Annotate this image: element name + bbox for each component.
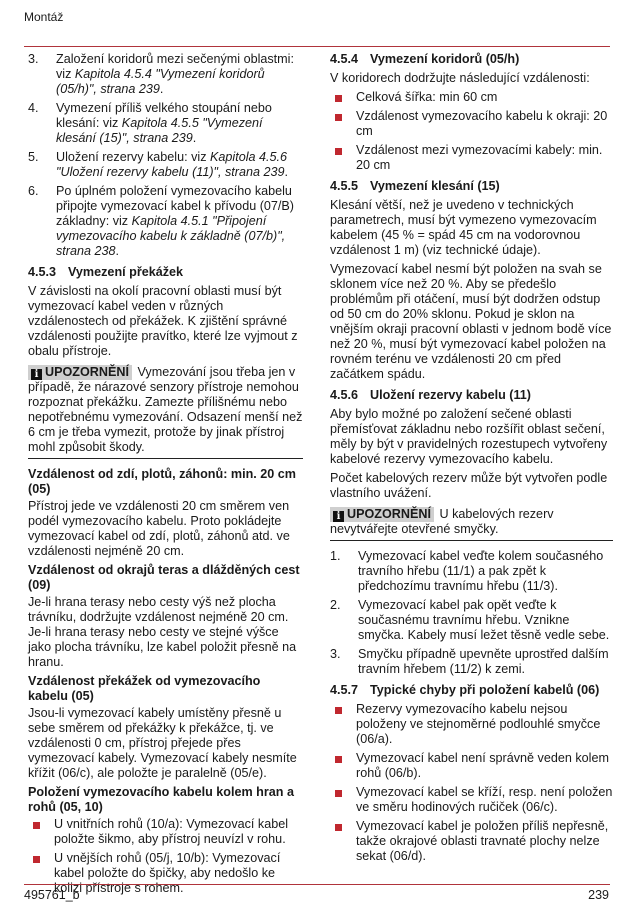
bullet-square-icon bbox=[335, 756, 342, 763]
section-heading-4-5-7: 4.5.7 Typické chyby při položení kabelů (06) bbox=[330, 683, 600, 697]
paragraph: Přístroj jede ve vzdálenosti 20 cm směrem ven podél vymezovacího kabelu. Proto pokládejte vymezovací kabel od zdí, plotů, záhonů atd. ve vzdálenosti nejméně 20 cm. bbox=[28, 499, 290, 558]
step-item: 1. Vymezovací kabel veďte kolem současného travního hřebu (11/1) a pak zpět k předchozímu travnímu hřebu (11/3). bbox=[330, 549, 604, 593]
section-heading-4-5-5: 4.5.5 Vymezení klesání (15) bbox=[330, 179, 500, 193]
paragraph: Je-li hrana terasy nebo cesty výš než plocha trávníku, dodržujte vzdálenost nejméně 20 cm. Je-li hrana terasy nebo cesty ve stejné výšce jako plocha trávníku, lze kabel položit přesně na hranu. bbox=[28, 595, 297, 669]
footer-rule bbox=[24, 884, 610, 885]
paragraph: Jsou-li vymezovací kabely umístěny přesně u sebe směrem od překážky k překážce, tj. ve vzdálenosti 0 cm, přístroj přejede přes vymezovací kabely. Vymezovací kabely nesmíte křížit (06/c), ale položte je paralelně (05/e). bbox=[28, 706, 297, 780]
info-icon: i bbox=[333, 511, 344, 522]
info-icon: i bbox=[31, 369, 42, 380]
bullet-square-icon bbox=[335, 95, 342, 102]
page-number: 239 bbox=[588, 888, 609, 902]
step-item: 4. Vymezení příliš velkého stoupání nebo klesání: viz Kapitola 4.5.5 "Vymezení klesání (15)", strana 239. bbox=[28, 101, 272, 145]
subheading: Vzdálenost překážek od vymezovacího kabelu (05) bbox=[28, 674, 261, 703]
cross-reference-link[interactable]: Kapitola 4.5.1 "Připojení vymezovacího kabelu k základně (07/b)", strana 238 bbox=[56, 214, 286, 258]
section-heading-4-5-6: 4.5.6 Uložení rezervy kabelu (11) bbox=[330, 388, 531, 402]
note-box bbox=[330, 507, 613, 541]
step-item: 2. Vymezovací kabel pak opět veďte k současnému travnímu hřebu. Vznikne smyčka. Kabely musí ležet těsně vedle sebe. bbox=[330, 598, 610, 642]
bullet-square-icon bbox=[335, 707, 342, 714]
running-header: Montáž bbox=[24, 10, 64, 24]
subheading: Položení vymezovacího kabelu kolem hran a rohů (05, 10) bbox=[28, 785, 294, 814]
cross-reference-link[interactable]: Kapitola 4.5.4 "Vymezení koridorů (05/h)", strana 239 bbox=[56, 67, 265, 96]
section-heading-4-5-4: 4.5.4 Vymezení koridorů (05/h) bbox=[330, 52, 520, 66]
bullet-square-icon bbox=[335, 824, 342, 831]
cross-reference-link[interactable]: Kapitola 4.5.6 "Uložení rezervy kabelu (11)", strana 239 bbox=[56, 150, 288, 179]
step-item: 6. Po úplném položení vymezovacího kabelu připojte vymezovací kabel k přívodu (07/B) základny: viz Kapitola 4.5.1 "Připojení vymezovacího kabelu k základně (07/b)", strana 238. bbox=[28, 184, 294, 258]
bullet-item: Vzdálenost vymezovacího kabelu k okraji: 20 cm bbox=[330, 109, 613, 139]
paragraph: Počet kabelových rezerv může být vytvořen podle vlastního uvážení. bbox=[330, 471, 608, 500]
note-box bbox=[28, 365, 303, 459]
subheading: Vzdálenost od zdí, plotů, záhonů: min. 20 cm (05) bbox=[28, 467, 296, 496]
bullet-square-icon bbox=[335, 790, 342, 797]
step-item: 3. Založení koridorů mezi sečenými oblastmi: viz Kapitola 4.5.4 "Vymezení koridorů (05/h)", strana 239. bbox=[28, 52, 294, 96]
bullet-square-icon bbox=[335, 114, 342, 121]
bullet-item: Vymezovací kabel je položen příliš nepřesně, takže okrajové oblasti travnaté plochy nelze sekat (06/d). bbox=[330, 819, 613, 864]
note-text: Vymezování jsou třeba jen v případě, že nárazové senzory přístroje nemohou rozpoznat překážku. Zamezte přílišnému nebo nepotřebnému vymezování. Odsazení menší než 6 cm je třeba vymezit, protože by jinak přístroj mohl způsobit škody. bbox=[28, 365, 303, 454]
paragraph: V koridorech dodržujte následující vzdálenosti: bbox=[330, 71, 590, 85]
subheading: Vzdálenost od okrajů teras a dlážděných cest (09) bbox=[28, 563, 300, 592]
bullet-item: U vnitřních rohů (10/a): Vymezovací kabel položte šikmo, aby přístroj neuvízl v rohu. bbox=[28, 817, 303, 847]
paragraph: V závislosti na okolí pracovní oblasti musí být vymezovací kabel veden v různých vzdálenostech od překážek. K zjištění správné vzdálenosti použijte pravítko, které lze vyjmout z obalu přístroje. bbox=[28, 284, 298, 358]
paragraph: Klesání větší, než je uvedeno v technických parametrech, musí být vymezeno vymezovacím kabelem (45 % = spád 45 cm na vodorovnou vzdálenost 1 m) (viz technické údaje). bbox=[330, 198, 597, 257]
header-rule bbox=[24, 46, 610, 47]
bullet-item: U vnějších rohů (05/j, 10/b): Vymezovací kabel položte do špičky, aby nedošlo ke kolizi přístroje s rohem. bbox=[28, 851, 303, 896]
note-badge: i UPOZORNĚNÍ bbox=[28, 365, 132, 380]
right-column bbox=[330, 52, 613, 868]
bullet-square-icon bbox=[33, 856, 40, 863]
bullet-square-icon bbox=[335, 148, 342, 155]
paragraph: Aby bylo možné po založení sečené oblasti přemísťovat základnu nebo rozšířit oblast sečení, měly by být v pravidelných rozestupech vytvořeny kabelové rezervy vymezovacího kabelu. bbox=[330, 407, 608, 466]
bullet-item: Vzdálenost mezi vymezovacími kabely: min. 20 cm bbox=[330, 143, 613, 173]
document-id: 495761_b bbox=[24, 888, 80, 902]
step-item: 3. Smyčku případně upevněte uprostřed dalším travním hřebem (11/2) k zemi. bbox=[330, 647, 609, 676]
bullet-item: Rezervy vymezovacího kabelu nejsou položeny ve stejnoměrné podlouhlé smyčce (06/a). bbox=[330, 702, 613, 747]
bullet-item: Vymezovací kabel není správně veden kolem rohů (06/b). bbox=[330, 751, 613, 781]
paragraph: Vymezovací kabel nesmí být položen na svah se sklonem více než 20 %. Aby se předešlo problémům při otáčení, musí být dodržen odstup od 50 cm do 20% sklonu. Pokud je sklon na vnějším okraji pracovní oblasti v jednom bodě více než 20 %, musí být vymezovací kabel položen na rovném terénu ve vzdálenosti 20 cm před začátkem spádu. bbox=[330, 262, 612, 381]
note-badge: i UPOZORNĚNÍ bbox=[330, 507, 434, 522]
step-item: 5. Uložení rezervy kabelu: viz Kapitola 4.5.6 "Uložení rezervy kabelu (11)", strana 239. bbox=[28, 150, 289, 179]
section-heading-4-5-3: 4.5.3 Vymezení překážek bbox=[28, 265, 184, 279]
left-column bbox=[28, 52, 303, 900]
bullet-square-icon bbox=[33, 822, 40, 829]
note-text: U kabelových rezerv nevytvářejte otevřené smyčky. bbox=[330, 507, 554, 536]
cross-reference-link[interactable]: Kapitola 4.5.5 "Vymezení klesání (15)", strana 239 bbox=[56, 116, 263, 145]
bullet-item: Vymezovací kabel se kříží, resp. není položen ve směru hodinových ručiček (06/c). bbox=[330, 785, 613, 815]
bullet-item: Celková šířka: min 60 cm bbox=[330, 90, 613, 105]
